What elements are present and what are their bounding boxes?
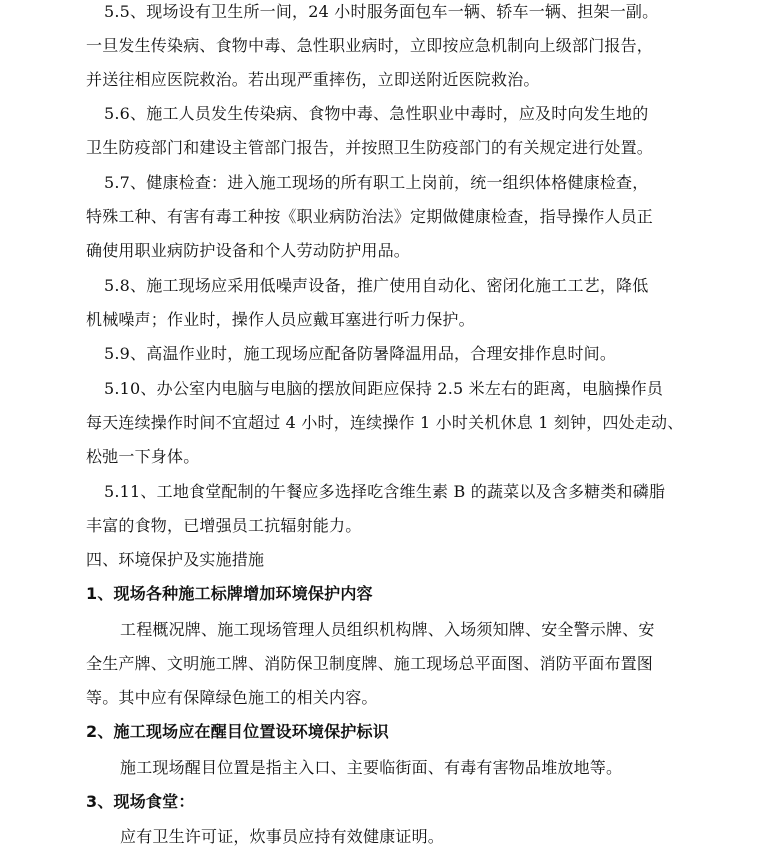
paragraph-5-9-line-1: 5.9、高温作业时，施工现场应配备防暑降温用品，合理安排作息时间。 [104, 344, 617, 363]
paragraph-5-5-line-3: 并送往相应医院救治。若出现严重摔伤，立即送附近医院救治。 [86, 70, 540, 89]
paragraph-5-5-line-1: 5.5、现场设有卫生所一间，24 小时服务面包车一辆、轿车一辆、担架一副。 [104, 2, 659, 21]
paragraph-5-7-line-3: 确使用职业病防护设备和个人劳动防护用品。 [86, 241, 411, 260]
paragraph-5-8-line-2: 机械噪声；作业时，操作人员应戴耳塞进行听力保护。 [86, 310, 475, 329]
paragraph-5-7-line-2: 特殊工种、有害有毒工种按《职业病防治法》定期做健康检查，指导操作人员正 [86, 207, 654, 226]
paragraph-5-6-line-1: 5.6、施工人员发生传染病、食物中毒、急性职业中毒时，应及时向发生地的 [104, 104, 649, 123]
paragraph-5-5-line-2: 一旦发生传染病、食物中毒、急性职业病时，立即按应急机制向上级部门报告， [86, 36, 654, 55]
subsection-1-heading: 1、现场各种施工标牌增加环境保护内容 [86, 584, 373, 603]
paragraph-5-7-line-1: 5.7、健康检查：进入施工现场的所有职工上岗前，统一组织体格健康检查， [104, 173, 649, 192]
paragraph-5-10-line-1: 5.10、办公室内电脑与电脑的摆放间距应保持 2.5 米左右的距离，电脑操作员 [104, 379, 664, 398]
paragraph-5-11-line-2: 丰富的食物，已增强员工抗辐射能力。 [86, 516, 362, 535]
paragraph-5-6-line-2: 卫生防疫部门和建设主管部门报告，并按照卫生防疫部门的有关规定进行处置。 [86, 138, 654, 157]
subsection-2-heading: 2、施工现场应在醒目位置设环境保护标识 [86, 722, 389, 741]
subsection-3-line-1: 应有卫生许可证，炊事员应持有效健康证明。 [120, 827, 445, 846]
paragraph-5-10-line-3: 松弛一下身体。 [86, 447, 200, 466]
subsection-1-line-1: 工程概况牌、施工现场管理人员组织机构牌、入场须知牌、安全警示牌、安 [120, 620, 655, 639]
section-heading: 四、环境保护及实施措施 [86, 550, 265, 569]
paragraph-5-10-line-2: 每天连续操作时间不宜超过 4 小时，连续操作 1 小时关机休息 1 刻钟，四处走动、 [86, 413, 684, 432]
subsection-1-line-2: 全生产牌、文明施工牌、消防保卫制度牌、施工现场总平面图、消防平面布置图 [86, 654, 654, 673]
paragraph-5-8-line-1: 5.8、施工现场应采用低噪声设备，推广使用自动化、密闭化施工工艺，降低 [104, 276, 649, 295]
subsection-3-heading: 3、现场食堂： [86, 792, 195, 811]
subsection-1-line-3: 等。其中应有保障绿色施工的相关内容。 [86, 688, 378, 707]
subsection-2-line-1: 施工现场醒目位置是指主入口、主要临街面、有毒有害物品堆放地等。 [120, 758, 623, 777]
paragraph-5-11-line-1: 5.11、工地食堂配制的午餐应多选择吃含维生素 B 的蔬菜以及含多糖类和磷脂 [104, 482, 666, 501]
